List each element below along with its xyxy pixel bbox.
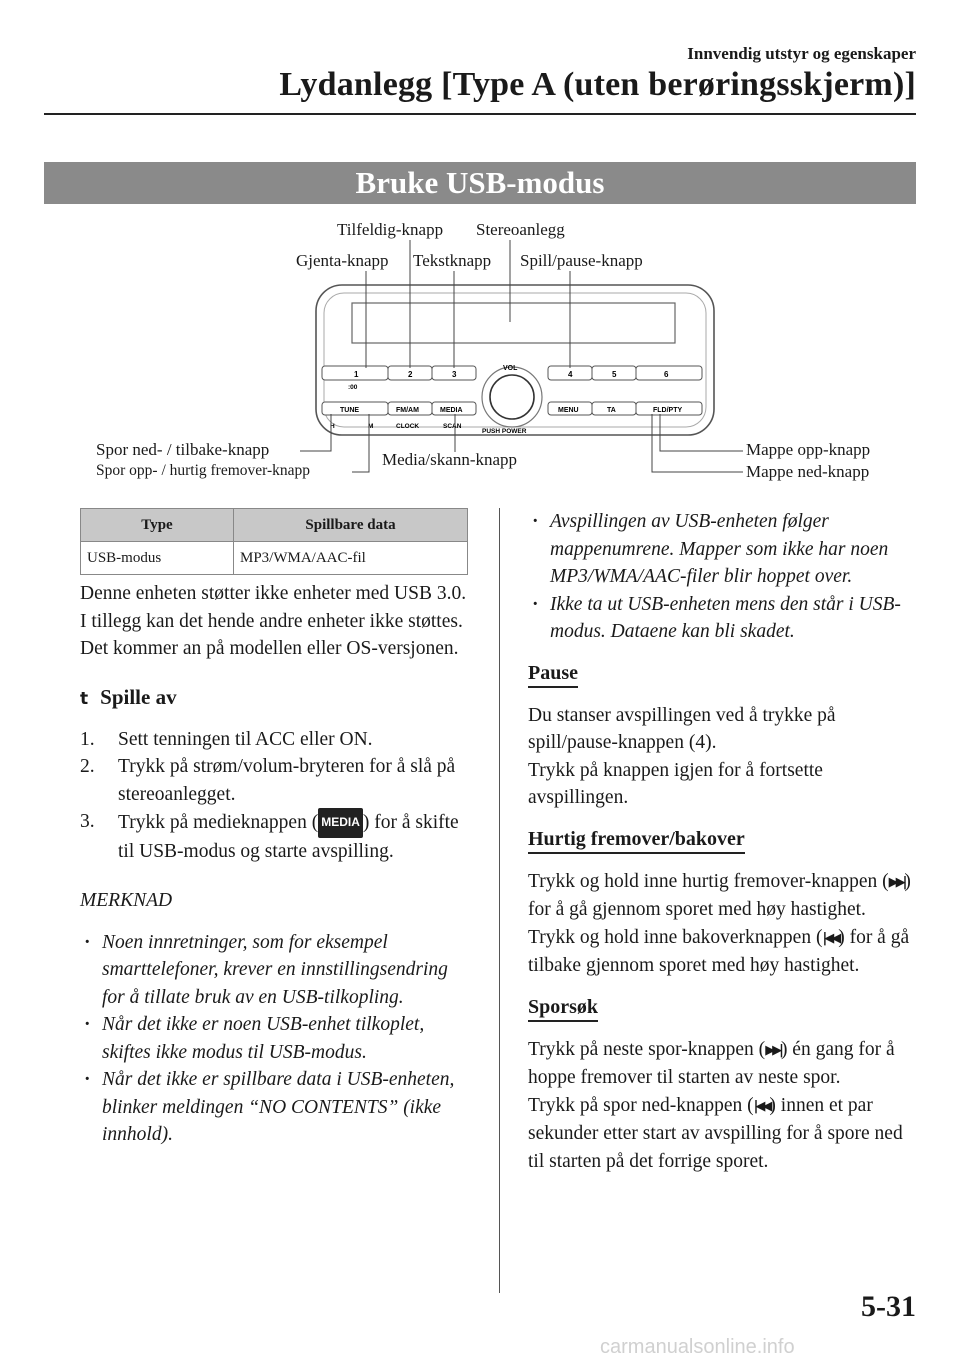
scan-label: SCAN (443, 423, 462, 430)
media-label: MEDIA (440, 407, 463, 414)
table-header-type: Type (81, 509, 234, 542)
volume-knob (490, 375, 534, 419)
note-item: · Ikke ta ut USB-enheten mens den står i USB-modus. Dataene kan bli skadet. (528, 591, 913, 646)
right-column (528, 508, 913, 1175)
h-label: H (330, 423, 335, 430)
ta-label: TA (607, 407, 616, 414)
note-title: MERKNAD (80, 890, 173, 911)
pause-text-1: Du stanser avspillingen ved å trykke på spill/pause-knappen (4). (528, 704, 836, 753)
search-text-1: Trykk på neste spor-knappen (▶▶|) én gang for å hoppe fremover til starten av neste spor. (528, 1038, 895, 1088)
step-number: 2. (80, 756, 95, 777)
page-number: 5-31 (861, 1290, 916, 1323)
search-text-2: Trykk på spor ned-knappen (|◀◀) innen et par sekunder etter start av avspilling for å spore ned til starten på det forrige sporet. (528, 1094, 903, 1172)
pause-paragraph (528, 702, 913, 812)
watermark: carmanualsonline.info (600, 1336, 795, 1358)
label-track-down: Spor ned- / tilbake-knapp (96, 440, 270, 459)
label-play-pause: Spill/pause-knapp (520, 251, 643, 270)
preset-6-button (636, 366, 702, 380)
table-header-row (81, 509, 468, 542)
ff-text-2: Trykk og hold inne bakoverknappen (|◀◀) for å gå tilbake gjennom sporet med høy hastighet. (528, 926, 910, 976)
intro-paragraph: Denne enheten støtter ikke enheter med USB 3.0. I tillegg kan det hende andre enheter ikke støttes. Det kommer an på modellen eller OS-versjonen. (80, 583, 467, 659)
label-folder-up: Mappe opp-knapp (746, 440, 871, 459)
label-stereo: Stereoanlegg (476, 220, 565, 239)
step-text-post: ) for å skifte til USB-modus og starte avspilling. (118, 812, 459, 862)
media-icon: MEDIA (318, 808, 363, 838)
label-folder-down: Mappe ned-knapp (746, 462, 870, 481)
ff-text-1: Trykk og hold inne hurtig fremover-knappen (▶▶|) for å gå gjennom sporet med høy hastighet. (528, 870, 911, 920)
preset-5-label: 5 (612, 370, 617, 379)
table-row (81, 542, 468, 575)
menu-label: MENU (558, 407, 579, 414)
step-text: Sett tenningen til ACC eller ON. (118, 728, 373, 750)
track-search-paragraph (528, 1036, 913, 1176)
section-marker-icon: t (80, 688, 89, 709)
page-title: Lydanlegg [Type A (uten berøringsskjerm)] (279, 66, 916, 103)
fast-forward-icon: ▶▶| (888, 874, 905, 890)
m-label: M (368, 423, 374, 430)
table-header-data: Spillbare data (234, 509, 468, 542)
list-item (80, 808, 475, 865)
clock-label: CLOCK (396, 423, 420, 430)
table-cell-data: MP3/WMA/AAC-fil (234, 542, 468, 575)
audio-unit-diagram (0, 0, 960, 500)
next-track-icon: ▶▶| (765, 1042, 781, 1058)
preset-6-label: 6 (664, 370, 669, 379)
steps-list (80, 726, 475, 866)
step-text: Trykk på strøm/volum-bryteren for å slå på stereoanlegget. (118, 756, 456, 805)
pause-text-2: Trykk på knappen igjen for å fortsette avspillingen. (528, 759, 823, 808)
fldpty-label: FLD/PTY (653, 407, 683, 414)
label-text: Tekstknapp (413, 251, 492, 270)
column-divider (499, 508, 500, 1293)
note-list (80, 929, 475, 1149)
previous-track-icon: |◀◀ (753, 1098, 770, 1114)
step-number: 3. (80, 811, 95, 832)
unit-display (352, 303, 675, 343)
playable-data-table (80, 508, 468, 575)
note-item: · Når det ikke er noen USB-enhet tilkoplet, skiftes ikke modus til USB-modus. (80, 1011, 475, 1066)
section-heading (80, 685, 475, 710)
chapter-title: Innvendig utstyr og egenskaper (687, 44, 916, 63)
note-list-right (528, 508, 913, 646)
note-item: · Avspillingen av USB-enheten følger mappenumrene. Mapper som ikke har noen MP3/WMA/AAC-filer blir hoppet over. (528, 508, 913, 591)
label-repeat: Gjenta-knapp (296, 251, 389, 270)
step-text-pre: Trykk på medieknappen ( (118, 812, 319, 833)
push-power-label: PUSH POWER (482, 428, 527, 435)
tune-label: TUNE (340, 407, 360, 414)
sub00-label: :00 (348, 384, 358, 391)
table-cell-type: USB-modus (81, 542, 234, 575)
track-search-heading: Sporsøk (528, 996, 598, 1022)
left-column (80, 580, 475, 1149)
label-track-up: Spor opp- / hurtig fremover-knapp (96, 462, 311, 479)
fastforward-paragraph (528, 868, 913, 980)
rewind-icon: |◀◀ (822, 930, 839, 946)
preset-3-label: 3 (452, 370, 457, 379)
list-item (80, 753, 475, 808)
section-banner: Bruke USB-modus (44, 162, 916, 204)
note-item: · Når det ikke er spillbare data i USB-enheten, blinker meldingen “NO CONTENTS” (ikke innhold). (80, 1066, 475, 1149)
preset-4-label: 4 (568, 370, 573, 379)
fastforward-heading: Hurtig fremover/bakover (528, 828, 745, 854)
fmam-label: FM/AM (396, 407, 419, 414)
label-shuffle: Tilfeldig-knapp (337, 220, 444, 239)
list-item (80, 726, 475, 754)
vol-label: VOL (503, 365, 518, 372)
section-title: Spille av (100, 684, 177, 709)
note-item: · Noen innretninger, som for eksempel smarttelefoner, krever en innstillingsendring for å tillate bruk av en USB-tilkopling. (80, 929, 475, 1012)
pause-heading: Pause (528, 662, 578, 688)
preset-1-label: 1 (354, 370, 359, 379)
preset-2-label: 2 (408, 370, 413, 379)
step-number: 1. (80, 728, 95, 750)
label-media-scan: Media/skann-knapp (382, 450, 518, 469)
